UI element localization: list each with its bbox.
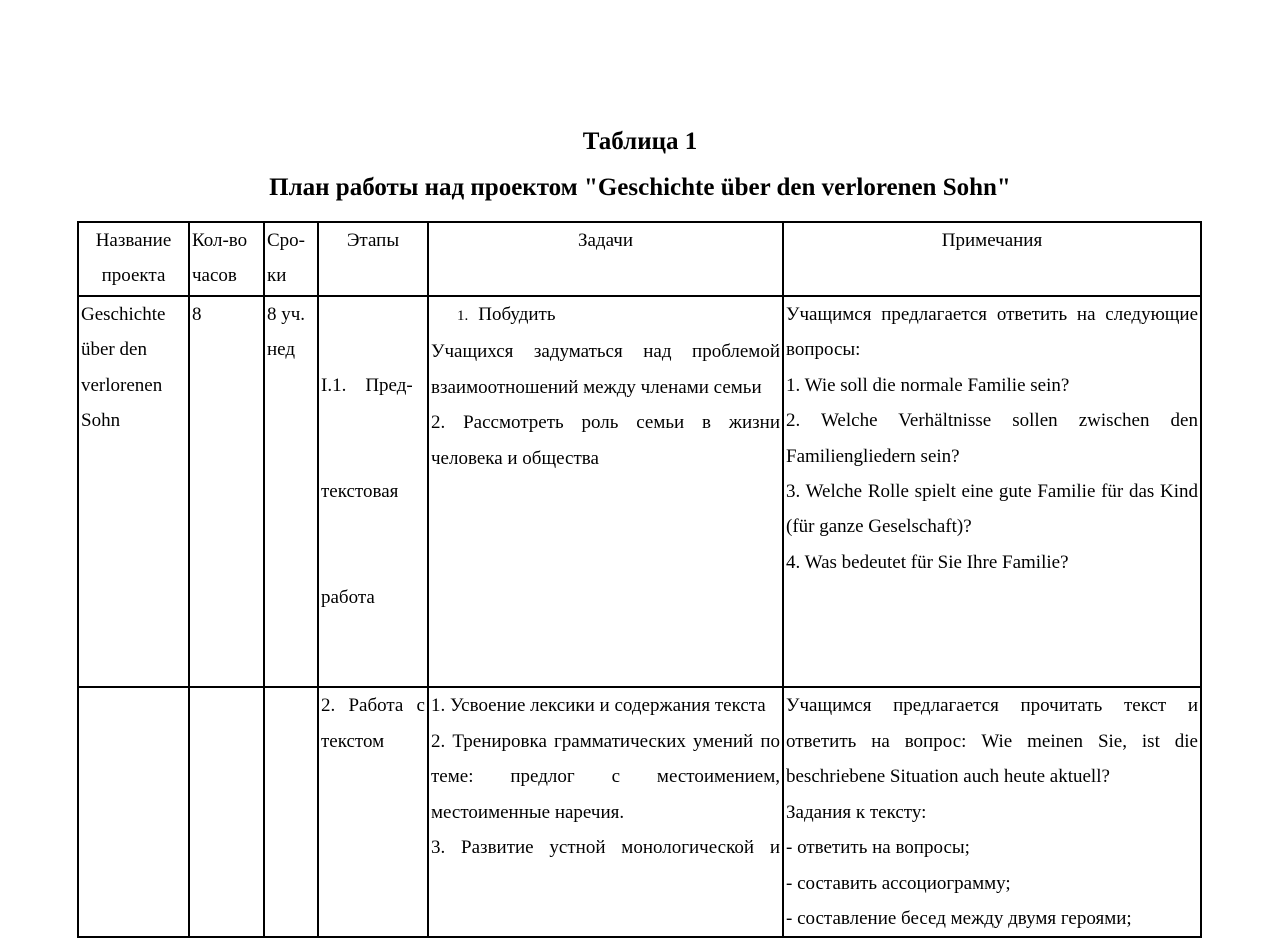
notes-bullet: - ответить на вопросы;	[786, 837, 970, 859]
notes-question: 4. Was bedeutet für Sie Ihre Familie?	[786, 551, 1069, 573]
task-item: 3. Развитие устной монологической и	[431, 837, 780, 859]
notes-question: 2. Welche Verhältnisse sollen zwischen den Familiengliedern sein?	[786, 410, 1198, 467]
task-item: 1. Побудить	[457, 304, 556, 325]
notes-bullet: - составить ассоциограмму;	[786, 872, 1011, 894]
header-cell-terms: Сро- ки	[264, 222, 318, 296]
notes-cell	[783, 687, 1201, 937]
table-row	[78, 687, 1201, 937]
task-item: 2. Рассмотреть роль семьи в жизни человека и общества	[431, 412, 780, 469]
task-item: Учащихся задуматься над проблемой взаимоотношений между членами семьи	[431, 341, 780, 398]
tasks-cell	[428, 687, 783, 937]
table-header-row	[78, 222, 1201, 296]
tasks-cell	[428, 296, 783, 687]
table-label: Таблица 1	[582, 128, 698, 155]
project-plan-table	[77, 221, 1202, 938]
header-cell-tasks: Задачи	[428, 222, 783, 296]
project-name-cell	[78, 687, 189, 937]
task-item: 2. Тренировка грамматических умений по теме: предлог с местоимением, местоименные наречия.	[431, 730, 780, 823]
header-cell-notes: Примечания	[783, 222, 1201, 296]
notes-intro: Учащимся предлагается прочитать текст и ответить на вопрос: Wie meinen Sie, ist die beschriebene Situation auch heute aktuell?	[786, 695, 1198, 788]
notes-question: 1. Wie soll die normale Familie sein?	[786, 374, 1070, 396]
stage-cell: 2. Работа с текстом	[318, 687, 428, 937]
terms-cell: 8 уч. нед	[264, 296, 318, 687]
notes-bullet: - составление бесед между двумя героями;	[786, 907, 1132, 929]
notes-heading: Задания к тексту:	[786, 801, 927, 823]
stage-cell: I.1. Пред- текстовая работа	[318, 296, 428, 687]
project-name-cell: Geschichte über den verlorenen Sohn	[78, 296, 189, 687]
task-item: 1. Усвоение лексики и содержания текста	[431, 695, 766, 717]
header-cell-stages: Этапы	[318, 222, 428, 296]
notes-question: 3. Welche Rolle spielt eine gute Familie für das Kind (für ganze Geselschaft)?	[786, 481, 1198, 538]
table-row	[78, 296, 1201, 687]
header-cell-name: Название проекта	[78, 222, 189, 296]
hours-cell	[189, 687, 264, 937]
notes-intro: Учащимся предлагается ответить на следующие вопросы:	[786, 304, 1198, 361]
page-title: План работы над проектом "Geschichte über den verlorenen Sohn"	[269, 174, 1011, 201]
header-cell-hours: Кол-во часов	[189, 222, 264, 296]
hours-cell: 8	[189, 296, 264, 687]
terms-cell	[264, 687, 318, 937]
notes-cell	[783, 296, 1201, 687]
